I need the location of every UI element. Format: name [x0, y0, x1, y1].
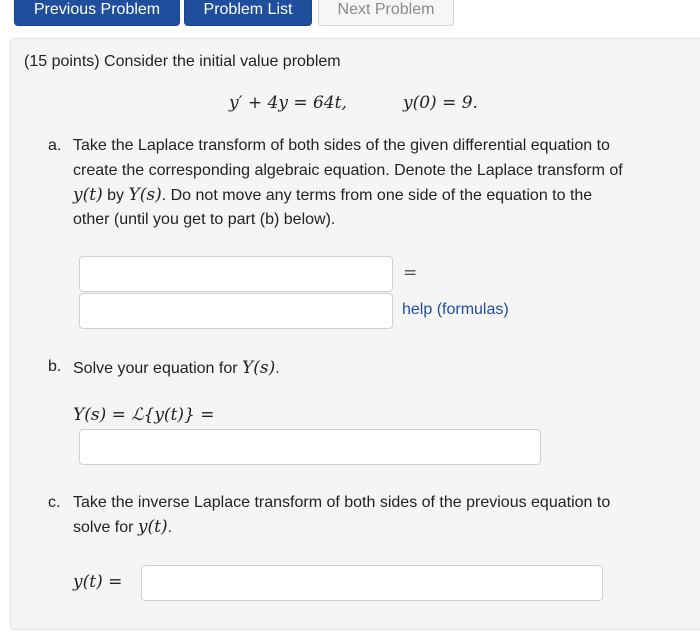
- problem-panel: [10, 38, 700, 630]
- problem-intro: (15 points) Consider the initial value problem: [24, 53, 341, 70]
- part-c-marker: c.: [48, 494, 61, 511]
- y-of-t-var: y(t): [137, 517, 168, 537]
- y-of-t-answer-input[interactable]: [141, 565, 603, 601]
- part-b-formula: Y(s) = ℒ{y(t)} =: [73, 405, 215, 425]
- part-a-line-1: Take the Laplace transform of both sides of the given differential equation to: [73, 137, 610, 154]
- part-a-line-3-rest: . Do not move any terms from one side of the equation to the: [161, 187, 593, 204]
- help-formulas-link[interactable]: help (formulas): [402, 301, 509, 318]
- laplace-lhs-input[interactable]: [79, 256, 393, 292]
- Y-of-s-answer-input[interactable]: [79, 429, 541, 465]
- part-c-line-1: Take the inverse Laplace transform of both sides of the previous equation to: [73, 494, 611, 511]
- part-c-line-2: [73, 517, 172, 537]
- next-problem-button[interactable]: Next Problem: [318, 0, 454, 26]
- Y-of-s: Y(s): [128, 185, 162, 205]
- part-a-line-4: other (until you get to part (b) below).: [73, 211, 336, 228]
- equals-sign: =: [403, 263, 418, 283]
- by-word: by: [107, 187, 125, 204]
- part-b-marker: b.: [48, 358, 62, 375]
- part-c-formula: y(t) =: [73, 572, 123, 592]
- part-a-line-2: create the corresponding algebraic equation. Denote the Laplace transform of: [73, 162, 623, 179]
- part-a-marker: a.: [48, 137, 62, 154]
- part-b-text: [73, 358, 280, 378]
- part-c-period: .: [167, 519, 173, 536]
- problem-list-button[interactable]: Problem List: [184, 0, 312, 26]
- part-a-line-3: [73, 185, 592, 205]
- differential-equation: y′ + 4y = 64t,: [229, 93, 347, 113]
- part-b-period: .: [275, 360, 280, 377]
- problem-navigation: [0, 0, 700, 30]
- part-b-instruction: Solve your equation for: [73, 360, 238, 377]
- y-of-t: y(t): [73, 185, 103, 205]
- previous-problem-button[interactable]: Previous Problem: [14, 0, 180, 26]
- Y-of-s-var: Y(s): [242, 358, 276, 378]
- laplace-rhs-input[interactable]: [79, 293, 393, 329]
- initial-condition: y(0) = 9.: [403, 93, 478, 113]
- part-c-instruction: solve for: [73, 519, 134, 536]
